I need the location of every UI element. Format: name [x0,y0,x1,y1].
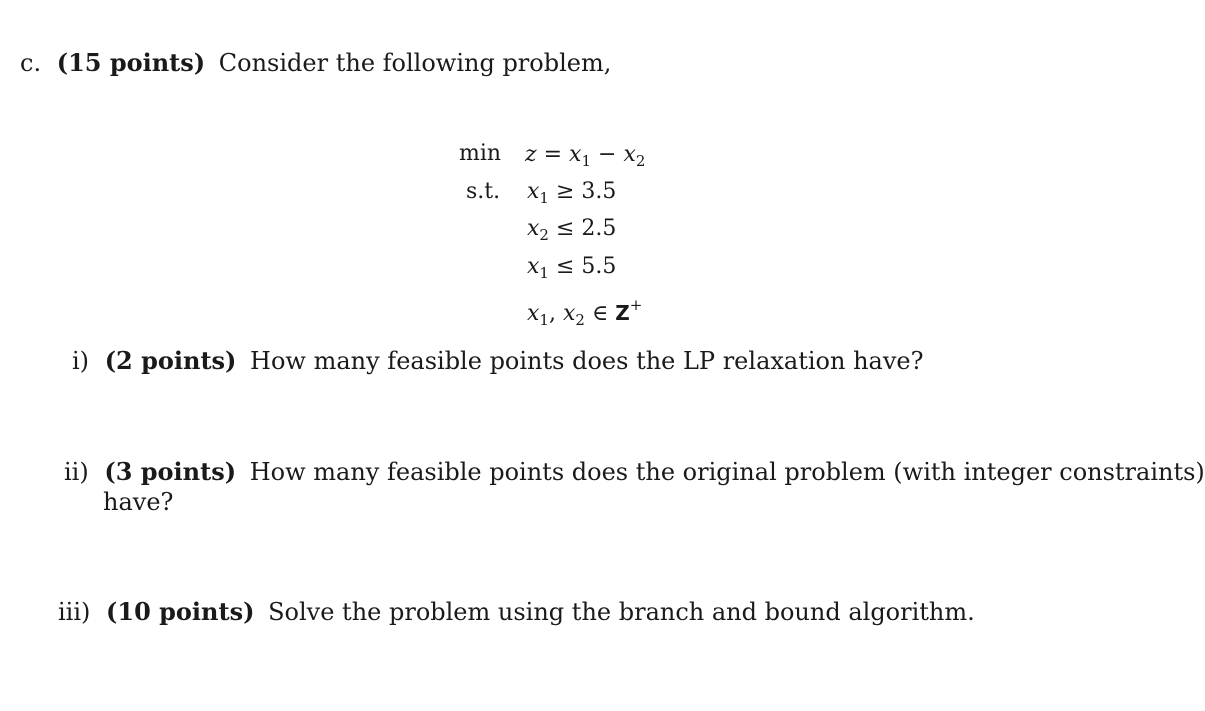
constraints-label: s.t. [466,179,501,204]
subquestion-points: (10 points) [106,597,255,626]
subquestion-marker: ii) [64,458,89,486]
subquestion-text: How many feasible points does the LP relaxation have? [250,347,924,375]
subquestion-text: How many feasible points does the original problem (with integer constraints) [249,458,1205,486]
subquestion-3 [58,597,975,627]
constraint-1: $x_1 \ge 3.5$ [527,179,617,207]
question-header [20,48,611,78]
subquestion-marker: iii) [58,598,91,626]
subquestion-marker: i) [72,347,90,375]
objective-label: min [459,141,502,166]
subquestion-points: (2 points) [104,346,237,375]
subquestion-points: (3 points) [104,457,237,486]
subquestion-text: Solve the problem using the branch and bound algorithm. [268,598,975,626]
subquestion-1 [72,346,923,376]
constraint-2: $x_2 \le 2.5$ [527,216,617,244]
question-text: Consider the following problem, [218,49,612,77]
domain-constraint: $x_1$, $x_2$ ∈ Z+ [527,296,643,329]
subquestion-2 [64,457,1205,487]
question-points: (15 points) [56,48,206,77]
objective-expression: $z = x_1 - x_2$ [525,142,646,170]
constraint-3: $x_1 \le 5.5$ [527,254,617,282]
subquestion-2-continuation: have? [103,488,174,516]
question-marker: c. [20,49,42,77]
